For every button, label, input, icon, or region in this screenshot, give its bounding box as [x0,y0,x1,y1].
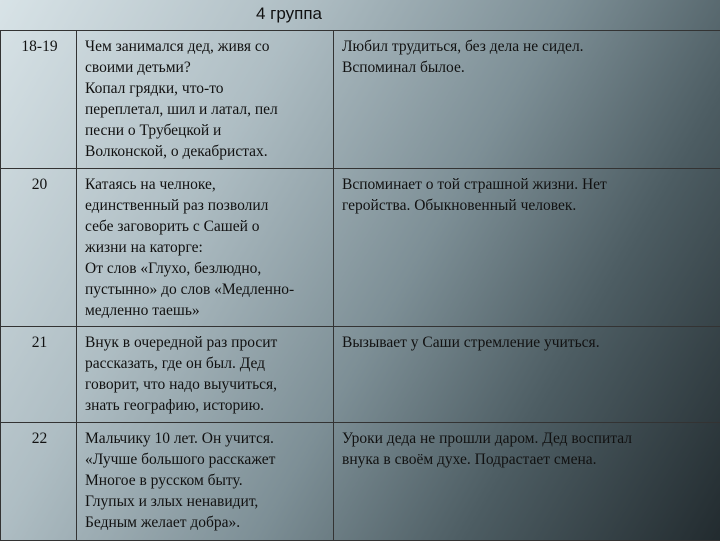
table-row [1,31,720,169]
chapter-number-cell [1,169,77,327]
chapter-number-cell [1,423,77,541]
poem-analysis-table [0,30,720,541]
slide-title: 4 группа [0,4,578,24]
chapter-number: 20 [32,176,48,193]
chapter-number-cell [1,327,77,423]
episode-text: Катаясь на челноке, единственный раз позволил себе заговорить с Сашей о жизни на каторге: От слов «Глухо, безлюдно, пустынно» до слов «Медленно- медленно таешь» [85,174,327,321]
chapter-number: 21 [32,334,48,351]
chapter-number: 22 [32,430,48,447]
episode-text: Внук в очередной раз просит рассказать, где он был. Дед говорит, что надо выучиться, знать географию, историю. [85,332,327,416]
table-row [1,423,720,541]
chapter-number-cell [1,31,77,169]
episode-text: Чем занимался дед, живя со своими детьми? Копал грядки, что-то переплетал, шил и латал, пел песни о Трубецкой и Волконской, о декабристах. [85,36,327,162]
table-row [1,327,720,423]
chapter-number: 18-19 [21,38,57,55]
meaning-cell [334,169,720,327]
episode-cell [77,327,334,423]
meaning-text: Уроки деда не прошли даром. Дед воспитал внука в своём духе. Подрастает смена. [342,428,714,470]
meaning-cell [334,31,720,169]
meaning-text: Вызывает у Саши стремление учиться. [342,332,714,353]
meaning-cell [334,423,720,541]
episode-cell [77,423,334,541]
meaning-text: Вспоминает о той страшной жизни. Нет геройства. Обыкновенный человек. [342,174,714,216]
table-row [1,169,720,327]
meaning-text: Любил трудиться, без дела не сидел. Вспоминал былое. [342,36,714,78]
episode-cell [77,169,334,327]
episode-cell [77,31,334,169]
meaning-cell [334,327,720,423]
episode-text: Мальчику 10 лет. Он учится. «Лучше большого расскажет Многое в русском быту. Глупых и злых ненавидит, Бедным желает добра». [85,428,327,533]
